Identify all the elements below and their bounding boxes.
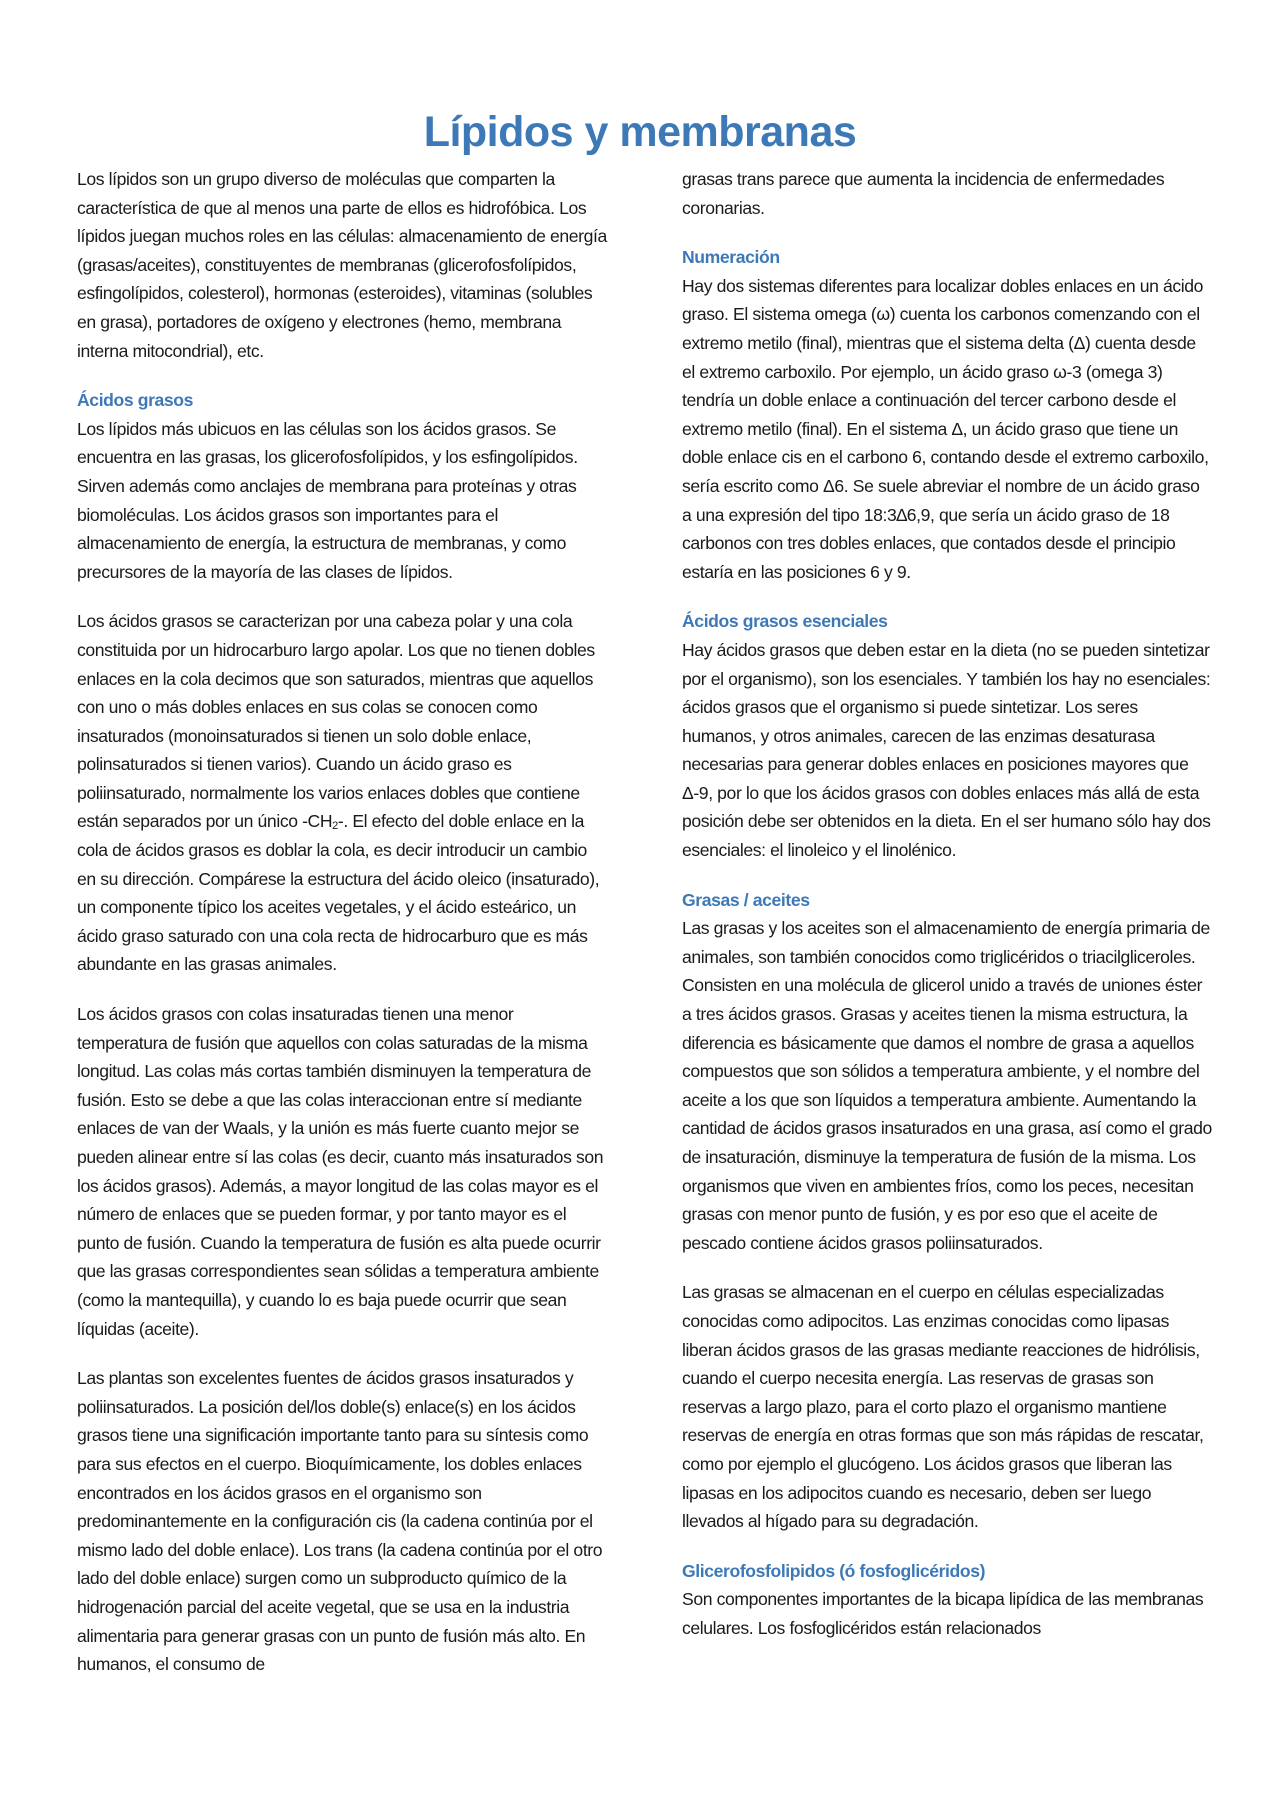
acidos-paragraph-3: Los ácidos grasos con colas insaturadas tienen una menor temperatura de fusión que aquellos con colas saturadas de la misma longitud. Las colas más cortas también disminuyen la temperatura de fusión. Esto se debe a que las colas interaccionan entre sí mediante enlaces de van der Waals, y la unión es más fuerte cuanto mejor se pueden alinear entre sí las colas (es decir, cuanto más insaturados son los ácidos grasos). Además, a mayor longitud de las colas mayor es el número de enlaces que se pueden formar, y por tanto mayor es el punto de fusión. Cuando la temperatura de fusión es alta puede ocurrir que las grasas correspondientes sean sólidas a temperatura ambiente (como la mantequilla), y cuando lo es baja puede ocurrir que sean líquidas (aceite). — [77, 1004, 604, 1339]
numeracion-paragraph: Hay dos sistemas diferentes para localizar dobles enlaces en un ácido graso. El sistema omega (ω) cuenta los carbonos comenzando con el extremo metilo (final), mientras que el sistema delta (Δ) cuenta desde el extremo carboxilo. Por ejemplo, un ácido graso ω-3 (omega 3) tendría un doble enlace a continuación del tercer carbono desde el extremo metilo (final). En el sistema Δ, un ácido graso que tiene un doble enlace cis en el carbono 6, contando desde el extremo carboxilo, sería escrito como Δ6. Se suele abreviar el nombre de un ácido graso a una expresión del tipo 18:3∆6,9, que sería un ácido graso de 18 carbonos con tres dobles enlaces, que contados desde el principio estaría en las posiciones 6 y 9. — [682, 275, 1209, 582]
page-title: Lípidos y membranas — [423, 108, 857, 156]
acidos-paragraph-2 — [77, 607, 607, 979]
section-heading-acidos-grasos: Ácidos grasos — [77, 390, 194, 411]
intro-paragraph: Los lípidos son un grupo diverso de moléculas que comparten la característica de que al menos una parte de ellos es hidrofóbica. Los lípidos juegan muchos roles en las células: almacenamiento de energía (grasas/aceites), constituyentes de membranas (glicerofosfolípidos, esfingolípidos, colesterol), hormonas (esteroides), vitaminas (solubles en grasa), portadores de oxígeno y electrones (hemo, membrana interna mitocondrial), etc. — [77, 169, 607, 361]
acidos-paragraph-4: Las plantas son excelentes fuentes de ácidos grasos insaturados y poliinsaturados. La posición del/los doble(s) enlace(s) en los ácidos grasos tiene una significación importante tanto para su síntesis como para sus efectos en el cuerpo. Bioquímicamente, los dobles enlaces encontrados en los ácidos grasos en el organismo son predominantemente en la configuración cis (la cadena continúa por el mismo lado del doble enlace). Los trans (la cadena continúa por el otro lado del doble enlace) surgen como un subproducto químico de la hidrogenación parcial del aceite vegetal, que se usa en la industria alimentaria para generar grasas con un punto de fusión más alto. En humanos, el consumo de — [77, 1368, 603, 1675]
section-heading-glicerofosfolipidos: Glicerofosfolipidos (ó fosfoglicéridos) — [682, 1560, 986, 1581]
acidos-paragraph-1: Los lípidos más ubicuos en las células son los ácidos grasos. Se encuentra en las grasas, los glicerofosfolípidos, y los esfingolípidos. Sirven además como anclajes de membrana para proteínas y otras biomoléculas. Los ácidos grasos son importantes para el almacenamiento de energía, la estructura de membranas, y como precursores de la mayoría de las clases de lípidos. — [77, 418, 578, 582]
esenciales-paragraph: Hay ácidos grasos que deben estar en la dieta (no se pueden sintetizar por el organismo), son los esenciales. Y también los hay no esenciales: ácidos grasos que el organismo si puede sintetizar. Los seres humanos, y otros animales, carecen de las enzimas desaturasa necesarias para generar dobles enlaces en posiciones mayores que Δ-9, por lo que los ácidos grasos con dobles enlaces más allá de esta posición debe ser obtenidos en la dieta. En el ser humano sólo hay dos esenciales: el linoleico y el linolénico. — [682, 639, 1211, 861]
grasas-paragraph-2: Las grasas se almacenan en el cuerpo en células especializadas conocidas como adipocitos. Las enzimas conocidas como lipasas liberan ácidos grasos de las grasas mediante reacciones de hidrólisis, cuando el cuerpo necesita energía. Las reservas de grasas son reservas a largo plazo, para el corto plazo el organismo mantiene reservas de energía en otras formas que son más rápidas de rescatar, como por ejemplo el glucógeno. Los ácidos grasos que liberan las lipasas en los adipocitos cuando es necesario, deben ser luego llevados al hígado para su degradación. — [682, 1282, 1204, 1532]
ch2-subscript: 2 — [332, 820, 338, 833]
grasas-paragraph-1: Las grasas y los aceites son el almacenamiento de energía primaria de animales, son también conocidos como triglicéridos o triacilgliceroles. Consisten en una molécula de glicerol unido a través de uniones éster a tres ácidos grasos. Grasas y aceites tienen la misma estructura, la diferencia es básicamente que damos el nombre de grasa a aquellos compuestos que son sólidos a temperatura ambiente, y el nombre del aceite a los que son líquidos a temperatura ambiente. Aumentando la cantidad de ácidos grasos insaturados en una grasa, así como el grado de insaturación, disminuye la temperatura de fusión de la misma. Los organismos que viven en ambientes fríos, como los peces, necesitan grasas con menor punto de fusión, y es por eso que el aceite de pescado contiene ácidos grasos poliinsaturados. — [682, 918, 1212, 1253]
glicero-paragraph: Son componentes importantes de la bicapa lipídica de las membranas celulares. Los fosfoglicéridos están relacionados — [682, 1589, 1204, 1638]
right-column — [682, 165, 1212, 1664]
left-column — [77, 165, 607, 1700]
section-heading-numeracion: Numeración — [682, 247, 780, 268]
continuation-paragraph: grasas trans parece que aumenta la incidencia de enfermedades coronarias. — [682, 169, 1165, 218]
section-heading-esenciales: Ácidos grasos esenciales — [682, 611, 888, 632]
section-heading-grasas-aceites: Grasas / aceites — [682, 889, 810, 910]
acidos-p2-text-after: -. El efecto del doble enlace en la cola de ácidos grasos es doblar la cola, es decir introducir un cambio en su dirección. Compárese la estructura del ácido oleico (insaturado), un componente típico los aceites vegetales, y el ácido esteárico, un ácido graso saturado con una cola recta de hidrocarburo que es más abundante en las grasas animales. — [77, 811, 600, 975]
acidos-p2-text-before: Los ácidos grasos se caracterizan por una cabeza polar y una cola constituida por un hidrocarburo largo apolar. Los que no tienen dobles enlaces en la cola decimos que son saturados, mientras que aquellos con uno o más dobles enlaces en sus colas se conocen como insaturados (monoinsaturados si tienen un solo doble enlace, polinsaturados si tienen varios). Cuando un ácido graso es poliinsaturado, normalmente los varios enlaces dobles que contiene están separados por un único -CH — [77, 611, 595, 832]
